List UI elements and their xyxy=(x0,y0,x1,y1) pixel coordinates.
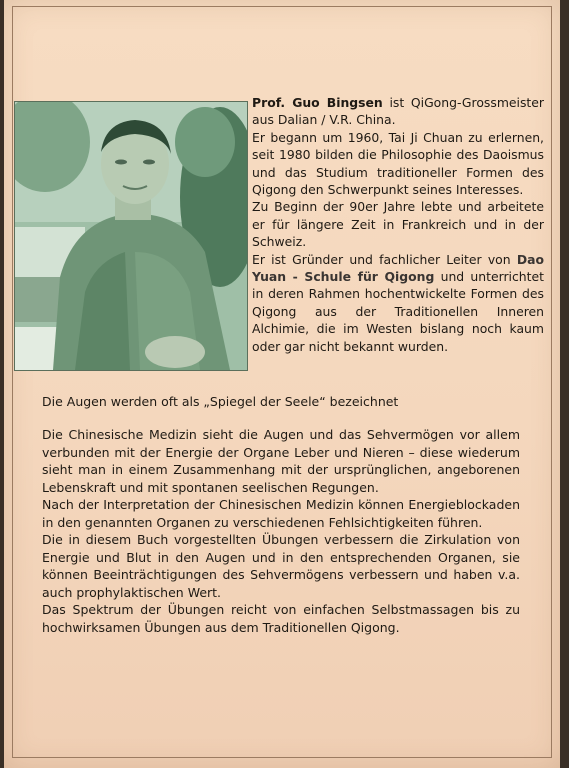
eyes-heading: Die Augen werden oft als „Spiegel der Seele“ bezeichnet xyxy=(42,394,399,409)
bio-paragraph: Zu Beginn der 90er Jahre lebte und arbeitete er für längere Zeit in Frankreich und in der Schweiz. xyxy=(252,199,544,250)
author-bio xyxy=(252,94,544,355)
body-paragraph: Das Spektrum der Übungen reicht von einfachen Selbstmassagen bis zu hochwirksamen Übungen aus dem Traditionellen Qigong. xyxy=(42,602,520,635)
main-text xyxy=(42,426,520,636)
book-page xyxy=(4,0,560,768)
bio-text: Er ist Gründer und fachlicher Leiter von xyxy=(252,251,517,267)
bio-intro xyxy=(252,94,544,129)
body-paragraph: Die in diesem Buch vorgestellten Übungen verbessern die Zirkulation von Energie und Blut in den Augen und in den entsprechenden Organen, sie können Beeinträchtigungen des Sehvermögens verbessern und haben v.a. auch prophylaktischen Wert. xyxy=(42,532,520,600)
portrait-photo xyxy=(14,101,248,371)
body-paragraph: Nach der Interpretation der Chinesischen Medizin können Energieblockaden in den genannten Organen zu verschiedenen Fehlsichtigkeiten führen. xyxy=(42,497,520,530)
bio-paragraph: Er begann um 1960, Tai Ji Chuan zu erlernen, seit 1980 bilden die Philosophie des Daoismus und das Studium traditioneller Formen des Qigong den Schwerpunkt seines Interesses. xyxy=(252,129,544,198)
author-name: Prof. Guo Bingsen xyxy=(252,95,383,110)
school-name: Dao Yuan - Schule für Qigong xyxy=(252,251,544,285)
bio-text: und unterrichtet in deren Rahmen hochentwickelte Formen des Qigong aus der Traditionellen Inneren Alchimie, die im Westen bislang noch kaum oder gar nicht bekannt wurden. xyxy=(252,269,544,354)
bio-paragraph-school xyxy=(252,251,544,355)
bio-intro-text: ist QiGong-Grossmeister aus Dalian / V.R. China. xyxy=(252,95,544,128)
body-paragraph: Die Chinesische Medizin sieht die Augen und das Sehvermögen vor allem verbunden mit der Energie der Organe Leber und Nieren – diese wiederum sieht man in einem Zusammenhang mit der ursprünglichen, angeborenen Lebenskraft und mit spontanen seelischen Regungen. xyxy=(42,427,520,495)
